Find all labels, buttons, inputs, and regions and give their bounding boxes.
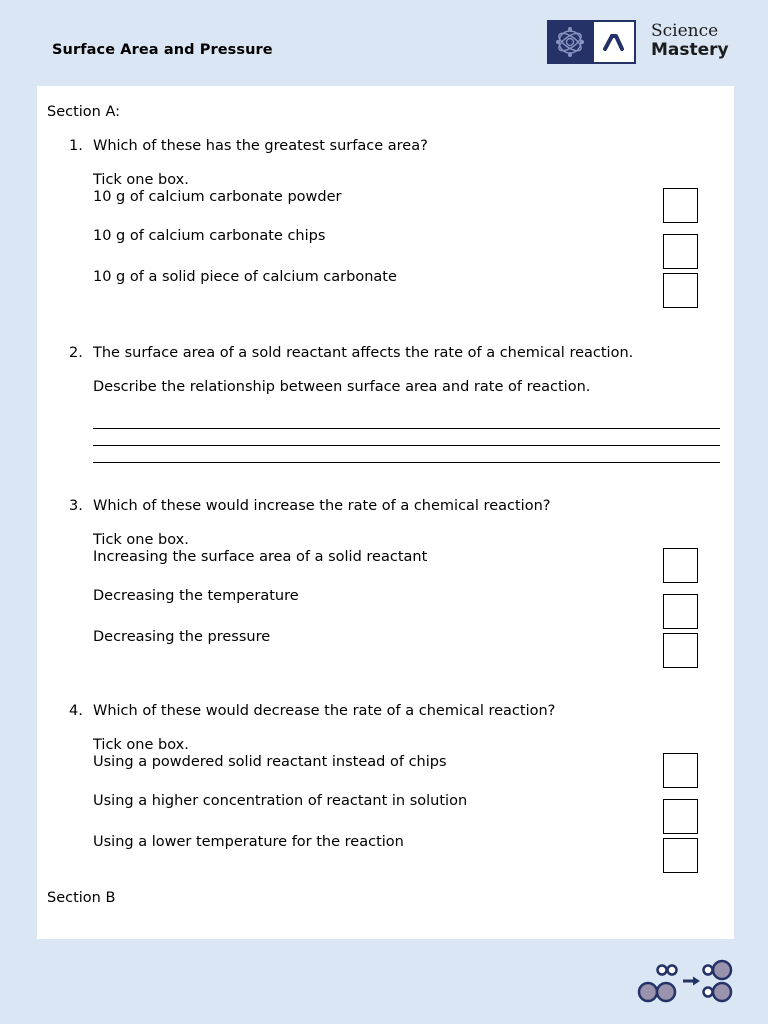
tick-box[interactable] xyxy=(663,548,698,583)
option-label: Using a higher concentration of reactant in solution xyxy=(93,793,468,809)
question-number: 4. xyxy=(69,703,83,719)
tick-box[interactable] xyxy=(663,273,698,308)
question-instruction: Describe the relationship between surface area and rate of reaction. xyxy=(93,379,591,395)
tick-box[interactable] xyxy=(663,234,698,269)
question-instruction: Tick one box. xyxy=(93,172,189,188)
atom-icon xyxy=(547,20,593,64)
molecule-reaction-icon xyxy=(636,958,736,1008)
question-number: 1. xyxy=(69,138,83,154)
answer-line[interactable] xyxy=(93,462,720,463)
tick-box[interactable] xyxy=(663,838,698,873)
option-label: Using a powdered solid reactant instead of chips xyxy=(93,754,447,770)
tick-box[interactable] xyxy=(663,753,698,788)
mastery-mark-icon xyxy=(592,20,636,64)
option-label: Increasing the surface area of a solid reactant xyxy=(93,549,428,565)
tick-box[interactable] xyxy=(663,188,698,223)
question-text: Which of these would increase the rate of a chemical reaction? xyxy=(93,498,551,514)
page-title: Surface Area and Pressure xyxy=(52,42,273,58)
option-label: 10 g of calcium carbonate powder xyxy=(93,189,342,205)
logo-text-mastery: Mastery xyxy=(651,40,729,60)
option-label: 10 g of a solid piece of calcium carbonate xyxy=(93,269,397,285)
logo-text-science: Science xyxy=(651,21,719,41)
question-number: 2. xyxy=(69,345,83,361)
tick-box[interactable] xyxy=(663,633,698,668)
option-label: Decreasing the temperature xyxy=(93,588,299,604)
tick-box[interactable] xyxy=(663,799,698,834)
question-text: Which of these would decrease the rate of a chemical reaction? xyxy=(93,703,556,719)
option-label: 10 g of calcium carbonate chips xyxy=(93,228,326,244)
option-label: Decreasing the pressure xyxy=(93,629,271,645)
option-label: Using a lower temperature for the reaction xyxy=(93,834,404,850)
worksheet xyxy=(37,86,734,939)
question-instruction: Tick one box. xyxy=(93,737,189,753)
question-text: Which of these has the greatest surface area? xyxy=(93,138,428,154)
tick-box[interactable] xyxy=(663,594,698,629)
question-text: The surface area of a sold reactant affects the rate of a chemical reaction. xyxy=(93,345,634,361)
section-a-heading: Section A: xyxy=(47,104,121,120)
answer-line[interactable] xyxy=(93,445,720,446)
question-number: 3. xyxy=(69,498,83,514)
section-b-heading: Section B xyxy=(47,890,116,906)
science-mastery-logo xyxy=(547,20,737,64)
question-instruction: Tick one box. xyxy=(93,532,189,548)
answer-line[interactable] xyxy=(93,428,720,429)
